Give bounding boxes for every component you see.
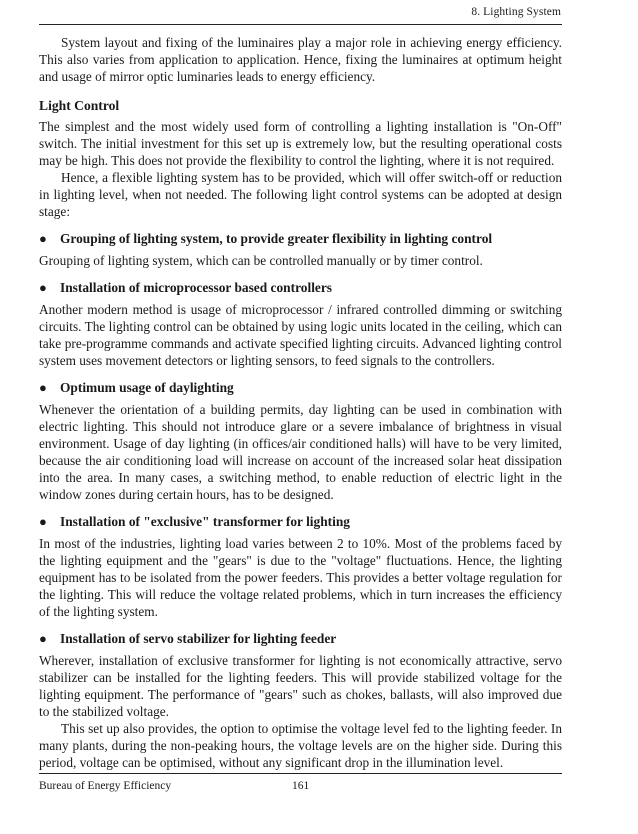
- bullet-heading-servo-stabilizer: [39, 630, 562, 647]
- bullet-title: Installation of servo stabilizer for lighting feeder: [60, 631, 337, 646]
- running-header: 8. Lighting System: [471, 6, 561, 18]
- page-content: [39, 34, 562, 771]
- footer-rule: [39, 773, 562, 774]
- bullet-title: Installation of microprocessor based controllers: [60, 280, 333, 295]
- header-rule: [39, 24, 562, 25]
- light-control-paragraph-1: The simplest and the most widely used form of controlling a lighting installation is "On-Off" switch. The initial investment for this set up is extremely low, but the resulting operational costs may be high. This does not provide the flexibility to control the lighting, where it is not required.: [39, 119, 562, 168]
- bullet-paragraph-daylighting: Whenever the orientation of a building permits, day lighting can be used in combination with electric lighting. This should not introduce glare or a severe imbalance of brightness in visual environment. Usage of day lighting (in offices/air conditioned halls) will have to be very limited, because the air conditioning load will increase on account of the increased solar heat dissipation into the area. In many cases, a switching method, to enable reduction of electric light in the window zones during certain hours, has to be designed.: [39, 402, 562, 502]
- bullet-heading-grouping: [39, 230, 562, 247]
- bullet-title: Optimum usage of daylighting: [60, 380, 234, 395]
- bullet-title: Installation of "exclusive" transformer for lighting: [60, 514, 350, 529]
- section-heading-light-control: Light Control: [39, 98, 120, 113]
- bullet-icon: ●: [39, 231, 47, 246]
- bullet-paragraph-servo-stabilizer: Wherever, installation of exclusive transformer for lighting is not economically attractive, servo stabilizer can be installed for the lighting feeders. This will provide stabilized voltage for the lighting equipment. The performance of "gears" such as chokes, ballasts, will also improved due to the stabilized voltage.: [39, 653, 562, 719]
- bullet-paragraph-grouping: Grouping of lighting system, which can be controlled manually or by timer control.: [39, 253, 483, 268]
- bullet-heading-transformer: [39, 513, 562, 530]
- bullet-paragraph-servo-stabilizer-2: This set up also provides, the option to optimise the voltage level fed to the lighting feeder. In many plants, during the non-peaking hours, the voltage levels are on the higher side. During this period, voltage can be optimised, without any significant drop in the illumination level.: [39, 721, 562, 770]
- bullet-icon: ●: [39, 280, 47, 295]
- bullet-icon: ●: [39, 631, 47, 646]
- bullet-title: Grouping of lighting system, to provide greater flexibility in lighting control: [60, 231, 493, 246]
- bullet-icon: ●: [39, 380, 47, 395]
- light-control-paragraph-2: Hence, a flexible lighting system has to be provided, which will offer switch-off or reduction in lighting level, when not needed. The following light control systems can be adopted at design stage:: [39, 170, 562, 219]
- page-number: 161: [292, 780, 310, 792]
- bullet-paragraph-transformer: In most of the industries, lighting load varies between 2 to 10%. Most of the problems faced by the lighting equipment and the "gears" is due to the "voltage" fluctuations. Hence, the lighting equipment has to be isolated from the power feeders. This provides a better voltage regulation for the lighting. This will reduce the voltage related problems, which in turn increases the efficiency of the lighting system.: [39, 536, 562, 619]
- bullet-heading-microprocessor: [39, 279, 562, 296]
- bullet-heading-daylighting: [39, 379, 562, 396]
- footer-publisher: Bureau of Energy Efficiency: [39, 780, 172, 792]
- bullet-icon: ●: [39, 514, 47, 529]
- intro-paragraph: System layout and fixing of the luminaires play a major role in achieving energy efficiency. This also varies from application to application. Hence, fixing the luminaires at optimum height and usage of mirror optic luminaries leads to energy efficiency.: [39, 35, 562, 84]
- bullet-paragraph-microprocessor: Another modern method is usage of microprocessor / infrared controlled dimming or switching circuits. The lighting control can be obtained by using logic units located in the ceiling, which can take pre-programme commands and activate specified lighting circuits. Advanced lighting control system uses movement detectors or lighting sensors, to feed signals to the controllers.: [39, 302, 562, 368]
